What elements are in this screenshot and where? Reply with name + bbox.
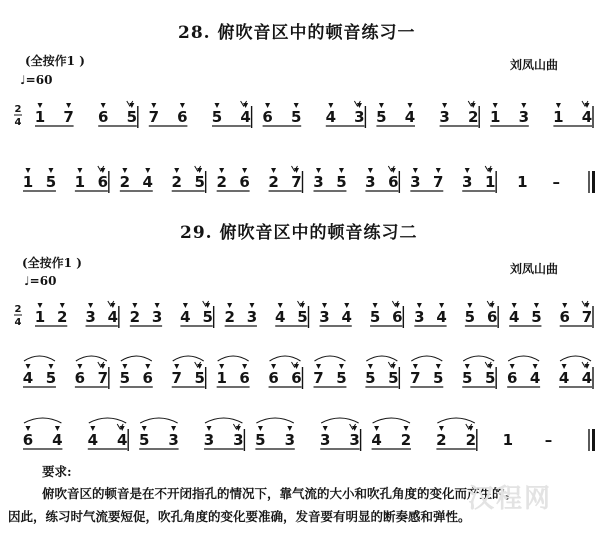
- piece-29-title: 29. 俯吹音区中的顿音练习二: [180, 223, 418, 243]
- jianpu-note: 5: [462, 369, 473, 387]
- watermark-logo: [468, 478, 552, 515]
- jianpu-note: 1: [484, 173, 496, 191]
- jianpu-note: 1: [34, 108, 46, 126]
- watermark-text: 汉程网: [468, 484, 553, 514]
- slur: [437, 418, 474, 423]
- time-signature-top: 2: [14, 304, 22, 315]
- jianpu-note: 6: [268, 369, 279, 387]
- slur: [76, 356, 107, 361]
- jianpu-note: 4: [142, 173, 153, 191]
- jianpu-note: 5: [202, 308, 213, 326]
- jianpu-note: 2: [268, 173, 279, 191]
- piece-28-tempo: ♩=60: [20, 73, 53, 87]
- jianpu-note: 5: [290, 108, 302, 126]
- jianpu-note: 7: [291, 173, 302, 191]
- jianpu-note: 6: [142, 369, 153, 387]
- jianpu-note: 3: [246, 308, 258, 326]
- jianpu-note: 7: [581, 308, 593, 326]
- jianpu-note: 4: [404, 108, 416, 126]
- jianpu-note: 3: [410, 173, 421, 191]
- jianpu-note: 5: [464, 308, 476, 326]
- slur: [508, 356, 539, 361]
- jianpu-note: 6: [74, 369, 86, 387]
- jianpu-note: 3: [462, 173, 473, 191]
- jianpu-note: 5: [433, 369, 444, 387]
- jianpu-note: 7: [313, 369, 324, 387]
- requirements-line-2: 因此，练习时气流要短促，吹孔角度的变化要准确，发音要有明显的断奏感和弹性。: [8, 509, 471, 524]
- jianpu-note: 3: [151, 308, 163, 326]
- slur: [560, 356, 591, 361]
- jianpu-note: 5: [211, 108, 223, 126]
- jianpu-note: 5: [194, 173, 205, 191]
- jianpu-note: 1: [502, 431, 514, 449]
- jianpu-note: 5: [365, 369, 376, 387]
- jianpu-note: 5: [255, 431, 266, 449]
- jianpu-note: 3: [233, 431, 244, 449]
- jianpu-note: 2: [119, 173, 131, 191]
- jianpu-note: 1: [22, 173, 34, 191]
- final-barline-thick: [592, 171, 595, 193]
- slur: [140, 418, 177, 423]
- jianpu-dash: –: [544, 431, 553, 449]
- piece-29-fingering: (全按作1 ): [22, 256, 82, 270]
- slur: [89, 418, 126, 423]
- jianpu-note: 5: [45, 173, 57, 191]
- jianpu-note: 6: [239, 173, 250, 191]
- slur: [373, 418, 410, 423]
- jianpu-note: 4: [529, 369, 541, 387]
- slur: [463, 356, 494, 361]
- jianpu-note: 3: [518, 108, 530, 126]
- slur: [24, 356, 55, 361]
- jianpu-note: 4: [87, 431, 99, 449]
- jianpu-note: 3: [168, 431, 179, 449]
- slur: [218, 356, 249, 361]
- jianpu-note: 1: [489, 108, 501, 126]
- jianpu-note: 2: [57, 308, 68, 326]
- slur: [315, 356, 346, 361]
- jianpu-note: 2: [436, 431, 447, 449]
- jianpu-note: 6: [291, 369, 302, 387]
- jianpu-note: 4: [581, 369, 593, 387]
- piece-28-fingering: (全按作1 ): [25, 54, 85, 68]
- jianpu-note: 4: [22, 369, 34, 387]
- jianpu-note: 2: [129, 308, 141, 326]
- jianpu-note: 7: [97, 369, 109, 387]
- jianpu-note: 5: [119, 369, 131, 387]
- jianpu-note: 4: [581, 108, 593, 126]
- jianpu-note: 4: [371, 431, 382, 449]
- requirements-heading: 要求:: [42, 464, 72, 479]
- jianpu-note: 6: [486, 308, 498, 326]
- jianpu-dash: –: [552, 173, 561, 191]
- jianpu-note: 2: [467, 108, 479, 126]
- jianpu-note: 4: [180, 308, 191, 326]
- jianpu-note: 3: [313, 173, 324, 191]
- jianpu-note: 2: [216, 173, 227, 191]
- jianpu-note: 3: [365, 173, 376, 191]
- jianpu-note: 3: [284, 431, 296, 449]
- jianpu-note: 6: [559, 308, 570, 326]
- jianpu-note: 4: [275, 308, 286, 326]
- jianpu-note: 6: [388, 173, 399, 191]
- jianpu-note: 5: [376, 108, 387, 126]
- jianpu-note: 5: [297, 308, 308, 326]
- jianpu-note: 1: [34, 308, 46, 326]
- jianpu-note: 6: [22, 431, 34, 449]
- jianpu-note: 4: [325, 108, 337, 126]
- jianpu-note: 6: [506, 369, 518, 387]
- jianpu-note: 5: [126, 108, 138, 126]
- slur: [321, 418, 358, 423]
- final-barline-thick: [592, 429, 595, 451]
- piece-29-tempo: ♩=60: [24, 274, 57, 288]
- piece-28-composer: 刘凤山曲: [510, 58, 559, 72]
- jianpu-note: 2: [465, 431, 477, 449]
- jianpu-note: 5: [388, 369, 399, 387]
- jianpu-note: 4: [116, 431, 128, 449]
- jianpu-note: 7: [433, 173, 444, 191]
- jianpu-note: 5: [336, 369, 347, 387]
- jianpu-note: 5: [336, 173, 347, 191]
- slur: [366, 356, 397, 361]
- slur: [411, 356, 442, 361]
- jianpu-note: 4: [107, 308, 119, 326]
- slur: [121, 356, 152, 361]
- jianpu-note: 5: [138, 431, 150, 449]
- jianpu-note: 6: [97, 173, 109, 191]
- jianpu-note: 5: [531, 308, 542, 326]
- jianpu-note: 6: [239, 369, 250, 387]
- jianpu-note: 6: [392, 308, 403, 326]
- requirements-line-1: 俯吹音区的顿音是在不开闭指孔的情况下，靠气流的大小和吹孔角度的变化而产生的。: [42, 486, 518, 501]
- jianpu-note: 3: [349, 431, 360, 449]
- time-signature-bottom: 4: [14, 317, 22, 328]
- jianpu-note: 3: [354, 108, 365, 126]
- jianpu-note: 2: [224, 308, 235, 326]
- jianpu-note: 3: [319, 431, 331, 449]
- slur: [205, 418, 242, 423]
- piece-28-title: 28. 俯吹音区中的顿音练习一: [178, 23, 416, 43]
- jianpu-note: 2: [171, 173, 182, 191]
- slur: [270, 356, 301, 361]
- jianpu-note: 4: [52, 431, 63, 449]
- jianpu-note: 6: [262, 108, 273, 126]
- jianpu-note: 1: [74, 173, 86, 191]
- jianpu-note: 4: [240, 108, 251, 126]
- jianpu-note: 2: [400, 431, 412, 449]
- jianpu-note: 4: [558, 369, 570, 387]
- jianpu-note: 1: [517, 173, 528, 191]
- jianpu-note: 3: [414, 308, 425, 326]
- jianpu-note: 1: [553, 108, 564, 126]
- jianpu-note: 5: [484, 369, 496, 387]
- jianpu-note: 3: [319, 308, 330, 326]
- jianpu-note: 4: [341, 308, 352, 326]
- jianpu-note: 6: [97, 108, 109, 126]
- jianpu-note: 4: [436, 308, 447, 326]
- jianpu-note: 1: [216, 369, 227, 387]
- time-signature-top: 2: [14, 104, 22, 115]
- piece-29-composer: 刘凤山曲: [510, 262, 559, 276]
- slur: [173, 356, 204, 361]
- jianpu-note: 7: [410, 369, 421, 387]
- jianpu-note: 3: [85, 308, 96, 326]
- jianpu-note: 5: [369, 308, 381, 326]
- jianpu-note: 4: [508, 308, 520, 326]
- slur: [24, 418, 61, 423]
- jianpu-note: 7: [171, 369, 182, 387]
- jianpu-note: 5: [45, 369, 57, 387]
- jianpu-note: 5: [194, 369, 205, 387]
- jianpu-note: 7: [63, 108, 74, 126]
- slur: [256, 418, 293, 423]
- jianpu-note: 3: [203, 431, 215, 449]
- time-signature-bottom: 4: [14, 117, 22, 128]
- jianpu-note: 6: [177, 108, 188, 126]
- jianpu-note: 7: [148, 108, 160, 126]
- jianpu-note: 3: [439, 108, 450, 126]
